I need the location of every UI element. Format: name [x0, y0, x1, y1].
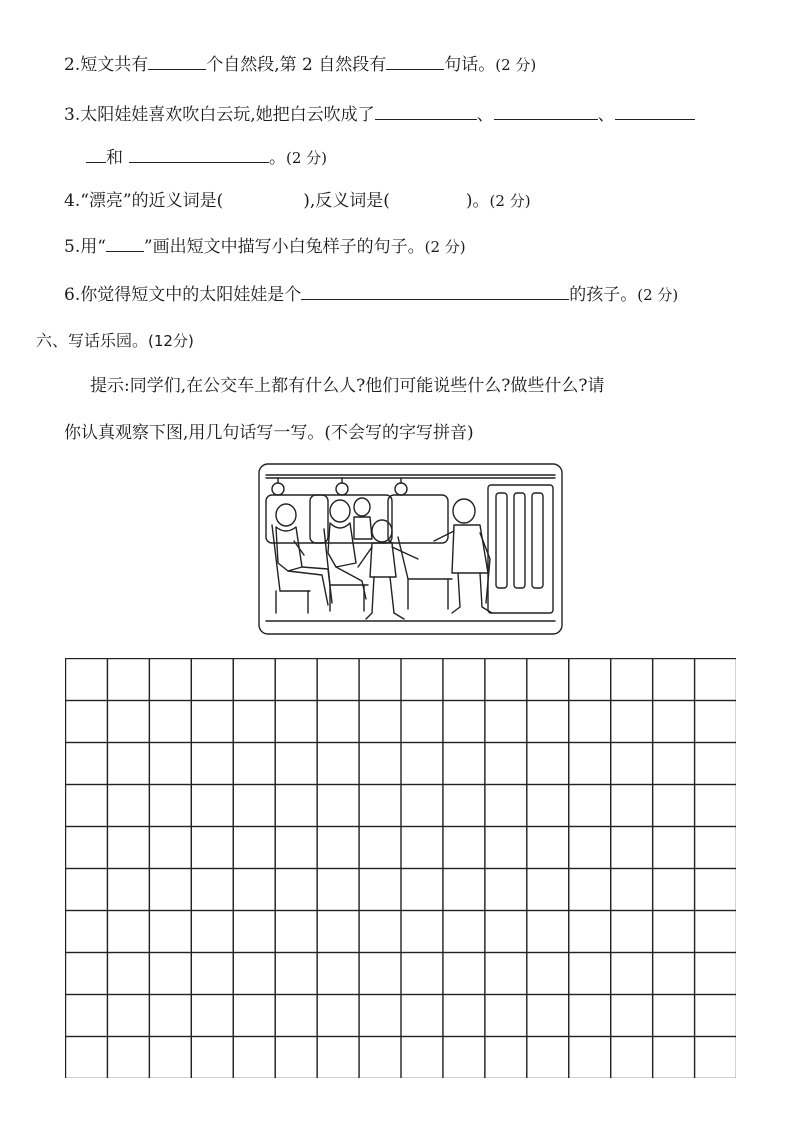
grid-cell[interactable]: [233, 785, 275, 827]
grid-cell[interactable]: [653, 785, 695, 827]
grid-cell[interactable]: [653, 911, 695, 953]
grid-cell[interactable]: [527, 701, 569, 743]
standing-old-man: [434, 499, 492, 613]
grid-cell[interactable]: [149, 785, 191, 827]
grid-cell[interactable]: [527, 995, 569, 1037]
q3-text-1: 3.太阳娃娃喜欢吹白云玩,她把白云吹成了: [64, 105, 375, 125]
q3-text-3: 。: [269, 148, 286, 168]
q3-sep-1: 、: [476, 105, 494, 125]
question-4: [64, 190, 531, 212]
grid-cell[interactable]: [149, 659, 191, 701]
question-2: [64, 52, 536, 76]
grid-cell[interactable]: [443, 743, 485, 785]
section-6-score: (12分): [148, 332, 194, 350]
question-6: [64, 282, 678, 306]
grid-cell[interactable]: [66, 785, 108, 827]
q3-score: (2 分): [286, 149, 328, 167]
grid-cell[interactable]: [108, 869, 150, 911]
grid-cell[interactable]: [695, 953, 736, 995]
grid-cell[interactable]: [359, 785, 401, 827]
grid-cell[interactable]: [485, 911, 527, 953]
grid-cell[interactable]: [233, 911, 275, 953]
grid-cell[interactable]: [149, 1037, 191, 1078]
q3-blank-4[interactable]: [129, 145, 269, 163]
grid-cell[interactable]: [695, 743, 736, 785]
grid-cell[interactable]: [108, 785, 150, 827]
grid-cell[interactable]: [66, 869, 108, 911]
grid-cell[interactable]: [108, 995, 150, 1037]
grid-cell[interactable]: [233, 659, 275, 701]
grid-cell[interactable]: [401, 911, 443, 953]
q2-blank-1[interactable]: [148, 52, 206, 70]
q6-text-1: 6.你觉得短文中的太阳娃娃是个: [64, 285, 302, 305]
grid-cell[interactable]: [191, 785, 233, 827]
grid-cell[interactable]: [485, 827, 527, 869]
grid-cell[interactable]: [108, 743, 150, 785]
grid-cell[interactable]: [66, 743, 108, 785]
grid-cell[interactable]: [443, 911, 485, 953]
grid-cell[interactable]: [275, 785, 317, 827]
grid-cell[interactable]: [66, 827, 108, 869]
grid-cell[interactable]: [149, 827, 191, 869]
grid-cell[interactable]: [443, 869, 485, 911]
grid-cell[interactable]: [485, 701, 527, 743]
grid-cell[interactable]: [443, 1037, 485, 1078]
grid-cell[interactable]: [66, 1037, 108, 1078]
prompt-line-1: 提示:同学们,在公交车上都有什么人?他们可能说些什么?做些什么?请: [90, 376, 605, 396]
q2-blank-2[interactable]: [386, 52, 444, 70]
grid-cell[interactable]: [695, 995, 736, 1037]
grid-cell[interactable]: [191, 659, 233, 701]
grid-cell[interactable]: [359, 701, 401, 743]
grid-cell[interactable]: [527, 743, 569, 785]
grid-cell[interactable]: [611, 869, 653, 911]
q2-text-3: 句话。: [444, 55, 496, 75]
q3-text-2: 和: [106, 148, 123, 168]
grid-cell[interactable]: [611, 1037, 653, 1078]
grid-cell[interactable]: [191, 701, 233, 743]
grid-cell[interactable]: [149, 743, 191, 785]
grid-cell[interactable]: [527, 1037, 569, 1078]
grid-cell[interactable]: [108, 827, 150, 869]
q3-blank-2[interactable]: [494, 102, 598, 120]
q2-score: (2 分): [495, 56, 537, 74]
grid-cell[interactable]: [108, 1037, 150, 1078]
grid-cell[interactable]: [611, 995, 653, 1037]
grid-cell[interactable]: [275, 869, 317, 911]
grid-cell[interactable]: [653, 743, 695, 785]
grid-cell[interactable]: [485, 659, 527, 701]
grid-cell[interactable]: [233, 827, 275, 869]
q3-blank-1[interactable]: [375, 102, 477, 120]
grid-cell[interactable]: [275, 827, 317, 869]
grid-cell[interactable]: [569, 701, 611, 743]
grid-cell[interactable]: [108, 911, 150, 953]
grid-cell[interactable]: [611, 701, 653, 743]
q5-score: (2 分): [424, 238, 466, 256]
grid-cell[interactable]: [275, 743, 317, 785]
grid-cell[interactable]: [569, 953, 611, 995]
grid-cell[interactable]: [233, 869, 275, 911]
q3-sep-2: 、: [597, 105, 615, 125]
grid-cell[interactable]: [275, 995, 317, 1037]
grid-cell[interactable]: [443, 785, 485, 827]
grid-cell[interactable]: [569, 785, 611, 827]
grid-cell[interactable]: [108, 953, 150, 995]
grid-cell[interactable]: [401, 743, 443, 785]
grid-cell[interactable]: [569, 995, 611, 1037]
grid-cell[interactable]: [317, 869, 359, 911]
question-5: [64, 234, 466, 258]
q6-score: (2 分): [637, 286, 679, 304]
grid-cell[interactable]: [317, 827, 359, 869]
grid-cell[interactable]: [611, 911, 653, 953]
q4-text-2: ),反义词是(: [303, 191, 390, 211]
grid-cell[interactable]: [191, 869, 233, 911]
grid-cell[interactable]: [149, 701, 191, 743]
grid-cell[interactable]: [359, 1037, 401, 1078]
grid-cell[interactable]: [401, 701, 443, 743]
illustration-frame: [259, 464, 562, 634]
grid-cell[interactable]: [191, 995, 233, 1037]
grid-cell[interactable]: [527, 911, 569, 953]
grid-cell[interactable]: [695, 785, 736, 827]
grid-cell[interactable]: [233, 743, 275, 785]
grid-cell[interactable]: [233, 701, 275, 743]
q2-text-1: 2.短文共有: [64, 55, 149, 75]
bus-windows: [266, 495, 448, 543]
grid-cell[interactable]: [695, 701, 736, 743]
grid-cell[interactable]: [359, 869, 401, 911]
grid-cell[interactable]: [191, 911, 233, 953]
q5-text-1: 5.用“: [64, 237, 106, 257]
grid-cell[interactable]: [359, 911, 401, 953]
grid-cell[interactable]: [527, 785, 569, 827]
grid-cell[interactable]: [485, 1037, 527, 1078]
grid-cell[interactable]: [66, 953, 108, 995]
grid-cell[interactable]: [527, 659, 569, 701]
grid-cell[interactable]: [359, 659, 401, 701]
bus-seats: [272, 525, 452, 613]
grid-cell[interactable]: [695, 911, 736, 953]
grid-cell[interactable]: [611, 827, 653, 869]
q6-blank[interactable]: [301, 282, 569, 300]
grid-cell[interactable]: [611, 785, 653, 827]
q3-blank-3[interactable]: [615, 102, 695, 120]
grid-cell[interactable]: [233, 995, 275, 1037]
grid-cell[interactable]: [317, 953, 359, 995]
grid-cell[interactable]: [401, 785, 443, 827]
grid-cell[interactable]: [695, 1037, 736, 1078]
grid-cell[interactable]: [485, 869, 527, 911]
prompt-line-2: 你认真观察下图,用几句话写一写。(不会写的字写拼音): [64, 423, 474, 443]
writing-grid[interactable]: [65, 658, 736, 1078]
grid-cell[interactable]: [275, 911, 317, 953]
grid-cell[interactable]: [317, 995, 359, 1037]
grid-cell[interactable]: [317, 659, 359, 701]
grid-cell[interactable]: [359, 953, 401, 995]
grid-cell[interactable]: [485, 995, 527, 1037]
grid-cell[interactable]: [653, 869, 695, 911]
grid-cell[interactable]: [149, 869, 191, 911]
grid-cell[interactable]: [569, 869, 611, 911]
q5-text-2: ”画出短文中描写小白兔样子的句子。: [143, 237, 425, 257]
grid-cell[interactable]: [611, 953, 653, 995]
grid-cell[interactable]: [443, 953, 485, 995]
grid-cell[interactable]: [695, 869, 736, 911]
grid-cell[interactable]: [401, 953, 443, 995]
grid-cell[interactable]: [695, 659, 736, 701]
q5-underline-sample: [106, 234, 144, 252]
grid-cell[interactable]: [401, 869, 443, 911]
grid-cell[interactable]: [443, 701, 485, 743]
grid-cell[interactable]: [443, 995, 485, 1037]
question-3: [64, 102, 695, 126]
grid-cell[interactable]: [275, 701, 317, 743]
section-6-title: 六、写话乐园。: [36, 331, 149, 350]
grid-cell[interactable]: [569, 911, 611, 953]
seated-woman: [328, 500, 366, 599]
grid-cell[interactable]: [317, 911, 359, 953]
grid-cell[interactable]: [66, 911, 108, 953]
grid-cell[interactable]: [443, 659, 485, 701]
grid-cell[interactable]: [275, 659, 317, 701]
hand-rings: [272, 478, 407, 495]
grid-cell[interactable]: [66, 701, 108, 743]
grid-cell[interactable]: [149, 953, 191, 995]
q4-score: (2 分): [489, 192, 531, 210]
grid-cell[interactable]: [401, 827, 443, 869]
grid-cell[interactable]: [66, 659, 108, 701]
q4-text-3: )。: [465, 191, 490, 211]
section-6-heading: [36, 330, 194, 352]
grid-cell[interactable]: [359, 995, 401, 1037]
grid-cell[interactable]: [233, 953, 275, 995]
grid-cell[interactable]: [569, 1037, 611, 1078]
grid-cell[interactable]: [275, 1037, 317, 1078]
q4-text-1: 4.“漂亮”的近义词是(: [64, 191, 224, 211]
q2-text-2: 个自然段,第 2 自然段有: [206, 55, 387, 75]
grid-cell[interactable]: [233, 1037, 275, 1078]
grid-cell[interactable]: [653, 827, 695, 869]
grid-cell[interactable]: [695, 827, 736, 869]
grid-cell[interactable]: [359, 827, 401, 869]
grid-cell[interactable]: [569, 827, 611, 869]
question-3-cont: [86, 145, 327, 169]
grid-cell[interactable]: [191, 953, 233, 995]
bus-door: [488, 485, 553, 613]
q3-blank-3-cont[interactable]: [86, 145, 106, 163]
grid-cell[interactable]: [485, 743, 527, 785]
grid-cell[interactable]: [653, 953, 695, 995]
grid-cell[interactable]: [653, 701, 695, 743]
child: [354, 498, 372, 539]
grid-cell[interactable]: [611, 659, 653, 701]
grid-cell[interactable]: [443, 827, 485, 869]
grid-cell[interactable]: [401, 659, 443, 701]
grid-cell[interactable]: [149, 995, 191, 1037]
grid-cell[interactable]: [569, 659, 611, 701]
grid-cell[interactable]: [108, 701, 150, 743]
grid-cell[interactable]: [317, 785, 359, 827]
grid-cell[interactable]: [275, 953, 317, 995]
grid-cell[interactable]: [485, 785, 527, 827]
grid-cell[interactable]: [317, 1037, 359, 1078]
grid-cell[interactable]: [401, 995, 443, 1037]
grid-cell[interactable]: [527, 953, 569, 995]
grid-cell[interactable]: [317, 701, 359, 743]
grid-cell[interactable]: [653, 1037, 695, 1078]
grid-cell[interactable]: [149, 911, 191, 953]
grid-cell[interactable]: [317, 743, 359, 785]
bus-illustration: [258, 463, 563, 635]
grid-cell[interactable]: [527, 827, 569, 869]
seated-old-man: [276, 504, 332, 605]
grid-cell[interactable]: [191, 743, 233, 785]
grid-cell[interactable]: [66, 995, 108, 1037]
q6-text-2: 的孩子。: [569, 285, 638, 305]
grid-cell[interactable]: [485, 953, 527, 995]
grid-cell[interactable]: [611, 743, 653, 785]
grid-cell[interactable]: [191, 1037, 233, 1078]
grid-cell[interactable]: [359, 743, 401, 785]
grid-cell[interactable]: [569, 743, 611, 785]
grid-cell[interactable]: [108, 659, 150, 701]
grid-cell[interactable]: [653, 659, 695, 701]
grid-cell[interactable]: [527, 869, 569, 911]
grid-cell[interactable]: [191, 827, 233, 869]
grid-cell[interactable]: [653, 995, 695, 1037]
grid-cell[interactable]: [401, 1037, 443, 1078]
